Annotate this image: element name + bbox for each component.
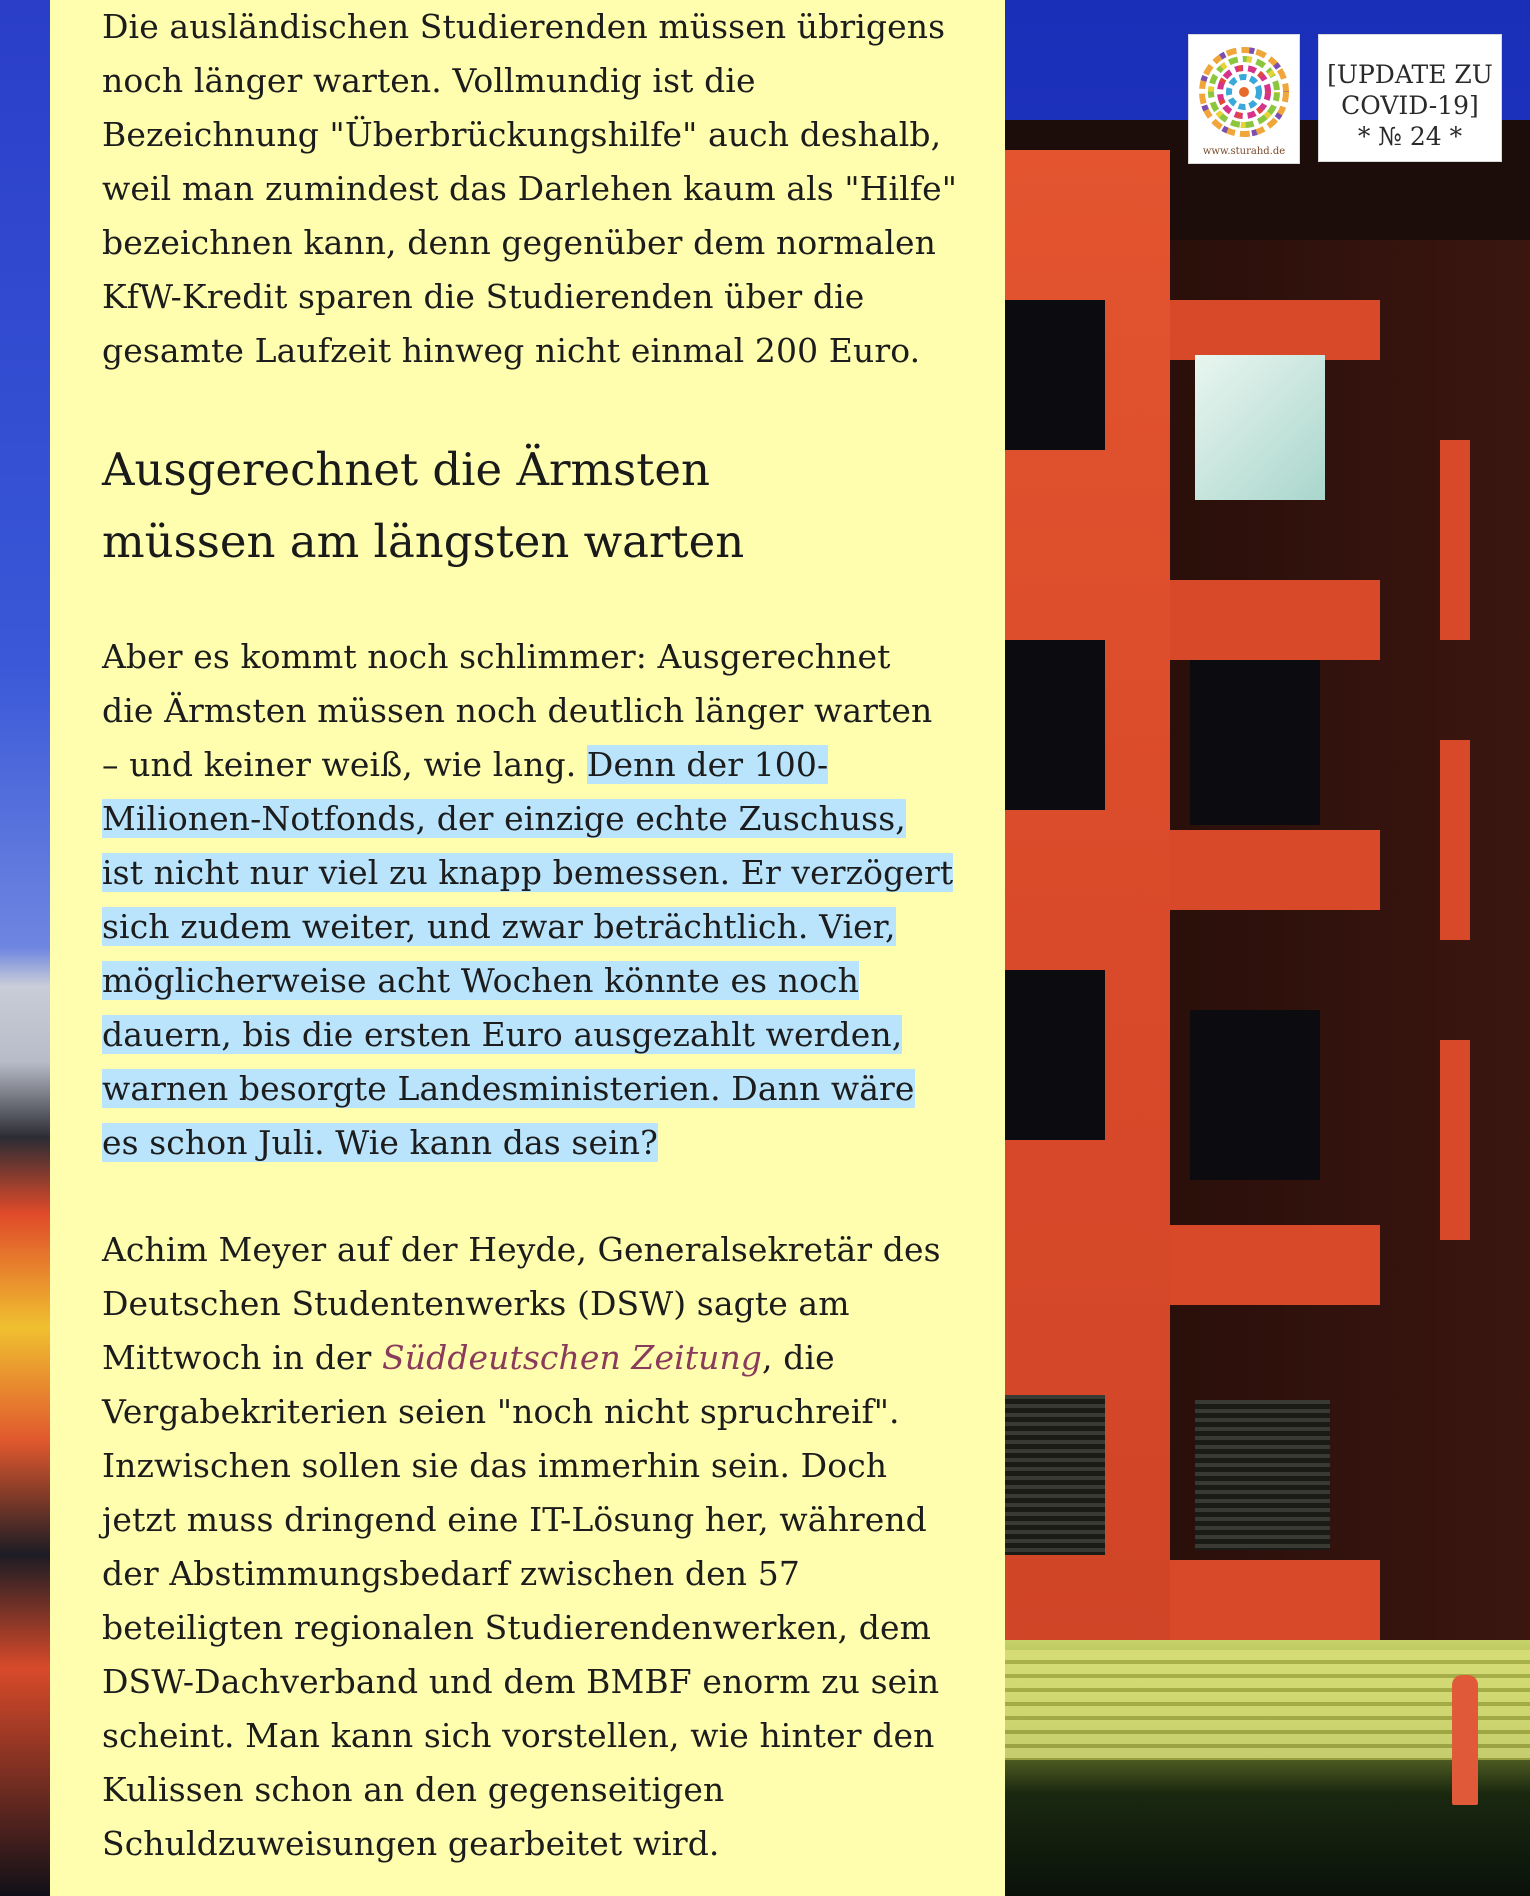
selected-text[interactable]: dauern, bis die ersten Euro ausgezahlt werden,	[102, 1015, 903, 1054]
text-line	[102, 1116, 953, 1170]
selected-text[interactable]: Milionen-Notfonds, der einzige echte Zuschuss,	[102, 799, 906, 838]
text-line: Die ausländischen Studierenden müssen übrigens	[102, 7, 946, 46]
text-line: der Abstimmungsbedarf zwischen den 57	[102, 1554, 800, 1593]
text-line	[102, 1008, 953, 1062]
facade-band	[1170, 300, 1380, 360]
text-line: bezeichnen kann, denn gegenüber dem normalen	[102, 223, 936, 262]
facade-fin	[1440, 1040, 1470, 1240]
text-span: Mittwoch in der	[102, 1338, 383, 1377]
facade-band	[1170, 1560, 1380, 1640]
facade-band	[1170, 830, 1380, 910]
window-blinds	[1005, 1395, 1105, 1555]
rosette-logo-icon	[1189, 37, 1299, 147]
window	[1005, 300, 1105, 450]
section-heading	[102, 434, 822, 578]
window	[1190, 1010, 1320, 1180]
selected-text[interactable]: Denn der 100-	[586, 745, 829, 784]
text-line: DSW-Dachverband und dem BMBF enorm zu sein	[102, 1662, 940, 1701]
text-line	[102, 900, 953, 954]
facade-fin	[1440, 740, 1470, 940]
selected-text[interactable]: möglicherweise acht Wochen könnte es noch	[102, 961, 859, 1000]
text-line: Kulissen schon an den gegenseitigen	[102, 1770, 725, 1809]
text-line: gesamte Laufzeit hinweg nicht einmal 200 Euro.	[102, 331, 921, 370]
window	[1190, 660, 1320, 825]
text-line	[102, 1331, 941, 1385]
text-line: weil man zumindest das Darlehen kaum als "Hilfe"	[102, 169, 958, 208]
facade-band	[1170, 580, 1380, 660]
selected-text[interactable]: es schon Juli. Wie kann das sein?	[102, 1123, 658, 1162]
text-line: die Ärmsten müssen noch deutlich länger warten	[102, 691, 933, 730]
badge-line: * № 24 *	[1357, 122, 1463, 151]
update-badge	[1318, 34, 1502, 162]
window-blinds	[1195, 1400, 1330, 1550]
text-line: Aber es kommt noch schlimmer: Ausgerechnet	[102, 637, 891, 676]
paragraph-foreign-students	[102, 0, 957, 378]
facade-fin	[1440, 440, 1470, 640]
badge-line: COVID-19]	[1341, 91, 1479, 120]
text-line	[102, 1062, 953, 1116]
text-line: Inzwischen sollen sie das immerhin sein. Doch	[102, 1446, 888, 1485]
hydrant	[1452, 1675, 1478, 1805]
selected-text[interactable]: sich zudem weiter, und zwar beträchtlich. Vier,	[102, 907, 896, 946]
text-line: Deutschen Studentenwerks (DSW) sagte am	[102, 1284, 850, 1323]
text-line: KfW-Kredit sparen die Studierenden über die	[102, 277, 865, 316]
text-line: scheint. Man kann sich vorstellen, wie hinter den	[102, 1716, 935, 1755]
badge-line: [UPDATE ZU	[1327, 60, 1493, 89]
text-line: noch länger warten. Vollmundig ist die	[102, 61, 756, 100]
text-line: jetzt muss dringend eine IT-Lösung her, während	[102, 1500, 927, 1539]
selected-text[interactable]: warnen besorgte Landesministerien. Dann wäre	[102, 1069, 915, 1108]
text-span: – und keiner weiß, wie lang.	[102, 745, 587, 784]
window	[1005, 640, 1105, 810]
text-line	[102, 846, 953, 900]
text-line: Bezeichnung "Überbrückungshilfe" auch deshalb,	[102, 115, 942, 154]
window	[1005, 970, 1105, 1140]
left-building-strip	[0, 0, 50, 1896]
text-line: beteiligten regionalen Studierendenwerken, dem	[102, 1608, 932, 1647]
text-line: Vergabekriterien seien "noch nicht spruchreif".	[102, 1392, 900, 1431]
text-line	[102, 738, 953, 792]
heading-line: müssen am längsten warten	[102, 515, 745, 568]
text-span: , die	[762, 1338, 835, 1377]
paragraph-dsw-statement	[102, 1223, 941, 1871]
text-line: Schuldzuweisungen gearbeitet wird.	[102, 1824, 720, 1863]
text-line	[102, 954, 953, 1008]
heading-line: Ausgerechnet die Ärmsten	[102, 443, 710, 496]
selected-text[interactable]: ist nicht nur viel zu knapp bemessen. Er verzögert	[102, 853, 954, 892]
logo-url: www.sturahd.de	[1202, 146, 1286, 157]
paragraph-poorest-wait	[102, 630, 953, 1170]
text-line	[102, 792, 953, 846]
sueddeutsche-zeitung-link[interactable]: Süddeutschen Zeitung	[382, 1338, 763, 1377]
text-line: Achim Meyer auf der Heyde, Generalsekretär des	[102, 1230, 941, 1269]
window-lit	[1195, 355, 1325, 500]
stura-logo	[1188, 34, 1300, 164]
facade-band	[1170, 1225, 1380, 1305]
